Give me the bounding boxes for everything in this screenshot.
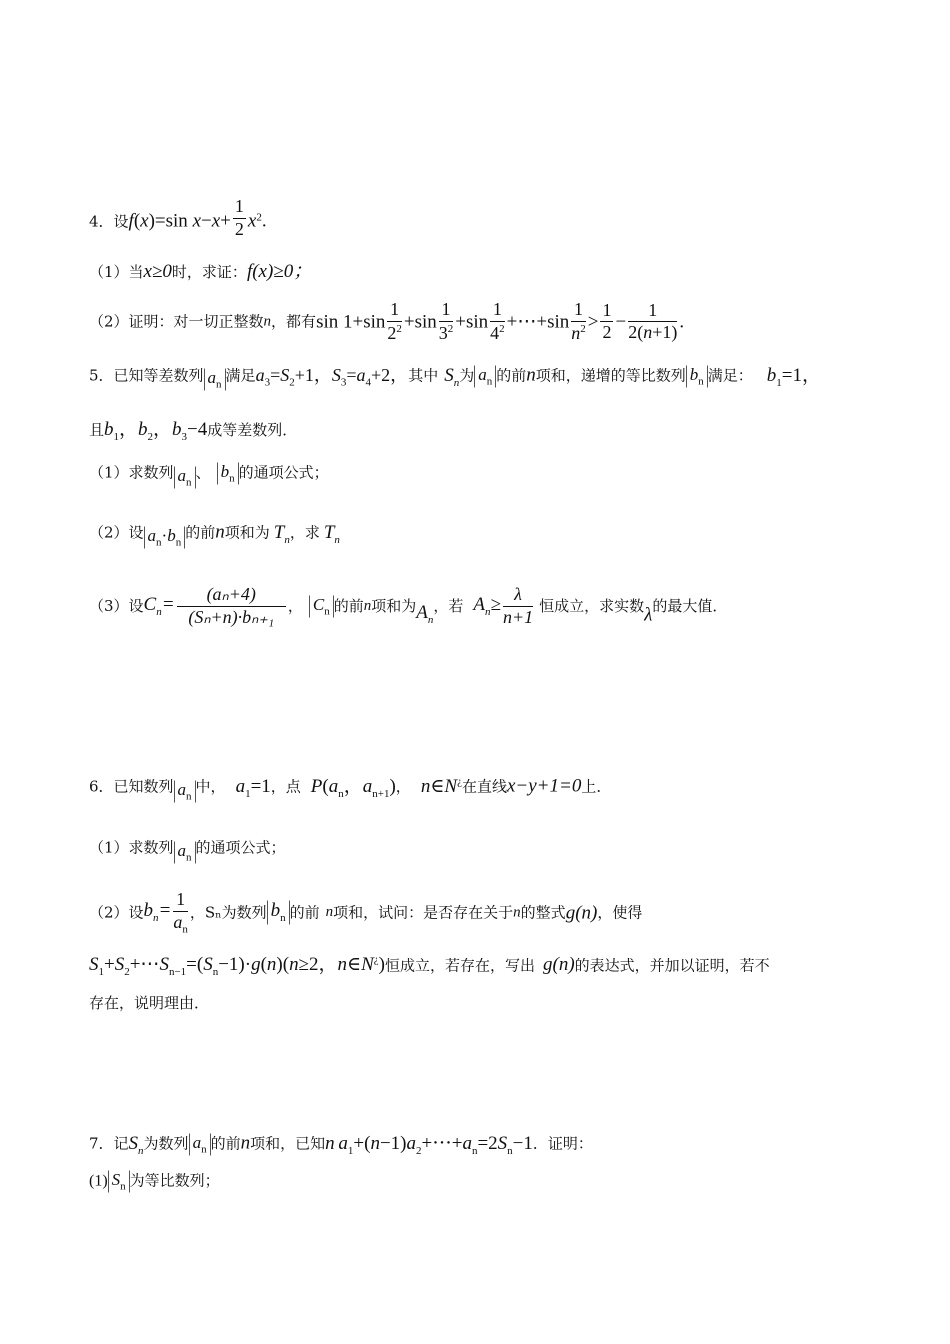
q4-frac-3-num: 1 [490,300,505,322]
q7-stem-e: ．证明： [532,1134,593,1153]
q4-frac-2 [439,300,454,344]
q5-p3-A-letter: A [416,602,428,624]
q5-stem-b: 满足 [225,366,256,385]
q7-p1-seq: $S_n$ [108,1170,130,1193]
q5-stem-line [89,362,821,391]
q6-stem-f: 上． [581,777,612,796]
q4-frac-3-den: $4^2$ [490,322,505,343]
q5-p3-lam2: λ [644,604,653,626]
q4-sq: 2 [256,211,262,224]
q6-p2-f: ，使得 [597,903,643,922]
q5-p1-seq-a: $a_n$ [174,466,196,489]
q7-seq: $a_n$ [189,1133,211,1156]
q4-part2-prefix: （2）证明：对一切正整数 [89,312,264,331]
q5-p1-b: 的通项公式； [238,463,329,482]
q5-line2-b: $b_1$，$b_2$，$b_3-4$ [104,419,208,443]
q6-cond1: $a_1=1$ [235,775,271,800]
q4-frac-6-den: 2(n+1) [628,322,678,343]
q5-stem-f: 项和，递增的等比数列 [535,366,686,385]
q7-formula: n $a_1+(n-1)a_2+\cdot\cdot\cdot+a_n=2S_n-1$ [325,1132,533,1157]
q6-p2-e: 的整式 [520,903,566,922]
q5-p3-A: $A_n$ [416,602,434,627]
q6-p2-den: $a_n$ [173,911,188,936]
q4-part1-cond: x≥0 [143,261,172,282]
q5-part3 [89,585,727,628]
q4-formula-f: f [128,210,134,232]
q4-frac-4-num: 1 [571,300,586,322]
q6-p2-seq: $b_n$ [267,900,290,925]
q4-frac-1-den: $2^2$ [387,322,402,343]
q4-formula-rest: )=sin [148,210,193,232]
q5-line2-c: 成等差数列． [207,421,298,439]
q4-frac-half [233,197,246,240]
q7-sn: $S_n$ [128,1132,144,1157]
q6-stem-line [89,772,611,803]
q5-p3-seq-c: $C_n$ [309,595,334,618]
q4-plus: + [220,210,231,232]
q4-gt: > [587,311,599,333]
q4-frac-2-num: 1 [439,300,454,322]
q4-frac-5 [600,301,613,344]
q5-stem-d: 为 [459,366,475,385]
q5-cond1: $a_3=S_2+1$，$S_3=a_4+2$， [255,364,409,389]
q5-cond2: $b_1=1$， [766,364,821,389]
q4-sin3: +sin [455,311,489,333]
q4-frac-4 [571,300,586,344]
q4-part2-n: n [263,313,272,330]
q4-xsq: x [247,210,257,232]
q4-frac-num: 1 [233,197,246,219]
q4-sin4: +⋯+sin [506,311,570,333]
q4-part1 [89,262,312,281]
q4-sin2: +sin [403,311,437,333]
q4-frac-6-num: 1 [628,301,677,323]
q6-p3-formula: $S_1+S_2+\cdots S_{n-1}=(S_n-1)\cdot g(n)(n\ge 2$，n∈N¿) [89,954,385,979]
q5-seq-b: $b_n$ [686,365,708,388]
q5-p3-den2: n+1 [502,606,534,627]
q5-stem-a: 5．已知等差数列 [89,366,204,385]
q5-p3-b: ， [287,596,303,615]
q5-seq-a-letter: a [207,368,217,387]
q4-dot: . [679,311,685,333]
q4-part2-mid: ，都有 [271,312,317,331]
q5-stem-e: 的前 [496,366,527,385]
q5-seq-b-letter: b [689,365,699,384]
q6-p2-c: 的前 [289,903,320,922]
q5-p3-c-letter: C [143,593,157,615]
q5-p2-d: ，求 [289,523,320,542]
q4-frac-1-num: 1 [387,300,402,322]
q5-p2-t-letter: T [273,521,285,543]
q7-stem-line [89,1133,593,1157]
q6-p2-one: 1 [173,890,188,912]
q6-p2-b: ，Sₙ为数列 [189,903,267,922]
q6-part3 [89,955,770,978]
q5-p3-den: (Sₙ+n)·bₙ₊₁ [188,606,275,627]
q4-frac-den: 2 [234,218,244,239]
q6-line: x−y+1=0 [506,775,582,797]
q6-nset: n∈N¿ [420,775,462,797]
q5-line2 [89,420,297,443]
q6-p2-g: g(n) [565,902,598,924]
q4-minus2: − [615,311,627,333]
q7-p1-b: 为等比数列； [129,1171,220,1190]
q5-p3-e: 项和为 [371,596,417,615]
q7-p1-a: (1) [89,1172,108,1190]
q5-seq-a: $a_n$ [204,368,226,391]
q5-sn: $S_n$ [444,364,460,389]
q5-stem-g: 满足： [707,366,753,385]
q7-stem-b: 为数列 [143,1134,189,1153]
q6-stem-e: 在直线 [461,777,507,796]
q6-seq-a: $a_n$ [174,780,196,803]
q7-part1 [89,1170,220,1193]
q6-stem-a: 6．已知数列 [89,777,174,796]
q5-p3-frac2 [503,585,533,628]
q6-p2-bn: $b_n=$ [143,900,172,925]
q5-p3-d: 的前 [333,596,364,615]
q5-p1-seq-b: $b_n$ [217,462,239,485]
q5-p2-t2: $T_n$ [323,521,340,546]
q6-stem-b: 中， [195,777,226,796]
q5-p3-c: $C_n=$ [143,593,175,618]
q5-p3-n: n [363,597,372,614]
q4-frac-5-num: 1 [600,301,613,323]
q6-point: $P(a_n$，$a_{n+1}$) [310,775,396,800]
q6-p2-d: 项和，试问：是否存在关于 [333,903,514,922]
q4-part1-mid: 时，求证： [171,263,247,281]
q4-x: x [140,210,149,232]
q6-part1 [89,833,286,864]
q5-part1 [89,458,329,489]
q6-p1-seq: $a_n$ [174,841,196,864]
q5-part2 [89,518,340,549]
q4-end: . [261,210,267,232]
q6-p1-a: （1）求数列 [89,838,174,857]
q5-p1-sep: 、 [195,463,211,482]
q5-p3-num: (aₙ+4) [177,585,286,607]
q5-p2-seq: $a_n\cdot b_n$ [144,526,186,549]
q5-n: n [526,364,536,386]
q5-p3-f: ，若 [433,596,464,615]
q4-sin1: sin 1+sin [316,311,386,333]
q6-stem-d: ， [395,777,411,796]
q4-part1-prefix: （1）当 [89,263,144,281]
q5-p1-a: （1）求数列 [89,463,174,482]
q5-p2-c: 项和为 [224,523,270,542]
q6-part3-cont [89,996,209,1011]
q4-minus: − [201,210,212,232]
q5-p2-n: n [215,521,225,543]
q6-p3-g: g(n) [543,954,575,976]
q5-sn-letter: S [444,364,454,386]
q6-p2-n: n [325,904,334,921]
q4-formula-paren: ( [133,210,141,232]
q4-frac-4-den: $n^2$ [571,322,586,343]
q5-seq-a2: $a_n$ [474,365,496,388]
q6-p2-n2: n [513,904,521,921]
q4-part1-formula: f(x)≥0； [246,261,313,282]
q6-p2-frac [173,890,188,935]
q5-line2-a: 且 [89,421,105,439]
q6-p3-a: 恒成立，若存在，写出 [384,956,535,975]
q4-x2: x [192,210,201,232]
q7-stem-d: 项和，已知 [250,1134,326,1153]
q7-stem-c: 的前 [210,1134,241,1153]
q5-stem-c: 其中 [408,366,439,385]
q5-p3-An: $A_n\ge$ [473,593,501,618]
q5-p2-b: 的前 [185,523,216,542]
q5-p2-t: $T_n$ [273,521,290,546]
q6-p1-b: 的通项公式； [195,838,286,857]
q5-p3-h: 的最大值． [652,596,728,615]
q7-stem-a: 7．记 [89,1134,129,1153]
q5-p3-lam: λ [503,585,533,607]
q4-frac-6 [628,301,677,344]
q5-p3-g: 恒成立，求实数 [539,596,645,615]
q5-p3-frac [177,585,286,628]
q7-n: n [240,1132,251,1154]
q6-p2-a: （2）设 [89,903,144,922]
q4-frac-5-den: 2 [602,322,612,343]
q6-p3-b: 的表达式，并加以证明，若不 [574,956,770,975]
q5-p3-a: （3）设 [89,596,144,615]
q4-stem-line [89,196,267,240]
q4-part2 [89,300,684,344]
q6-part2 [89,890,642,935]
q4-stem: 4．设 [89,212,129,231]
q4-x3: x [211,210,221,232]
q4-frac-3 [490,300,505,344]
q6-stem-c: ，点 [270,777,301,796]
q4-frac-2-den: $3^2$ [438,322,454,343]
q6-p3-c: 存在，说明理由． [89,994,210,1012]
q5-p2-a: （2）设 [89,523,144,542]
q4-frac-1 [387,300,402,344]
